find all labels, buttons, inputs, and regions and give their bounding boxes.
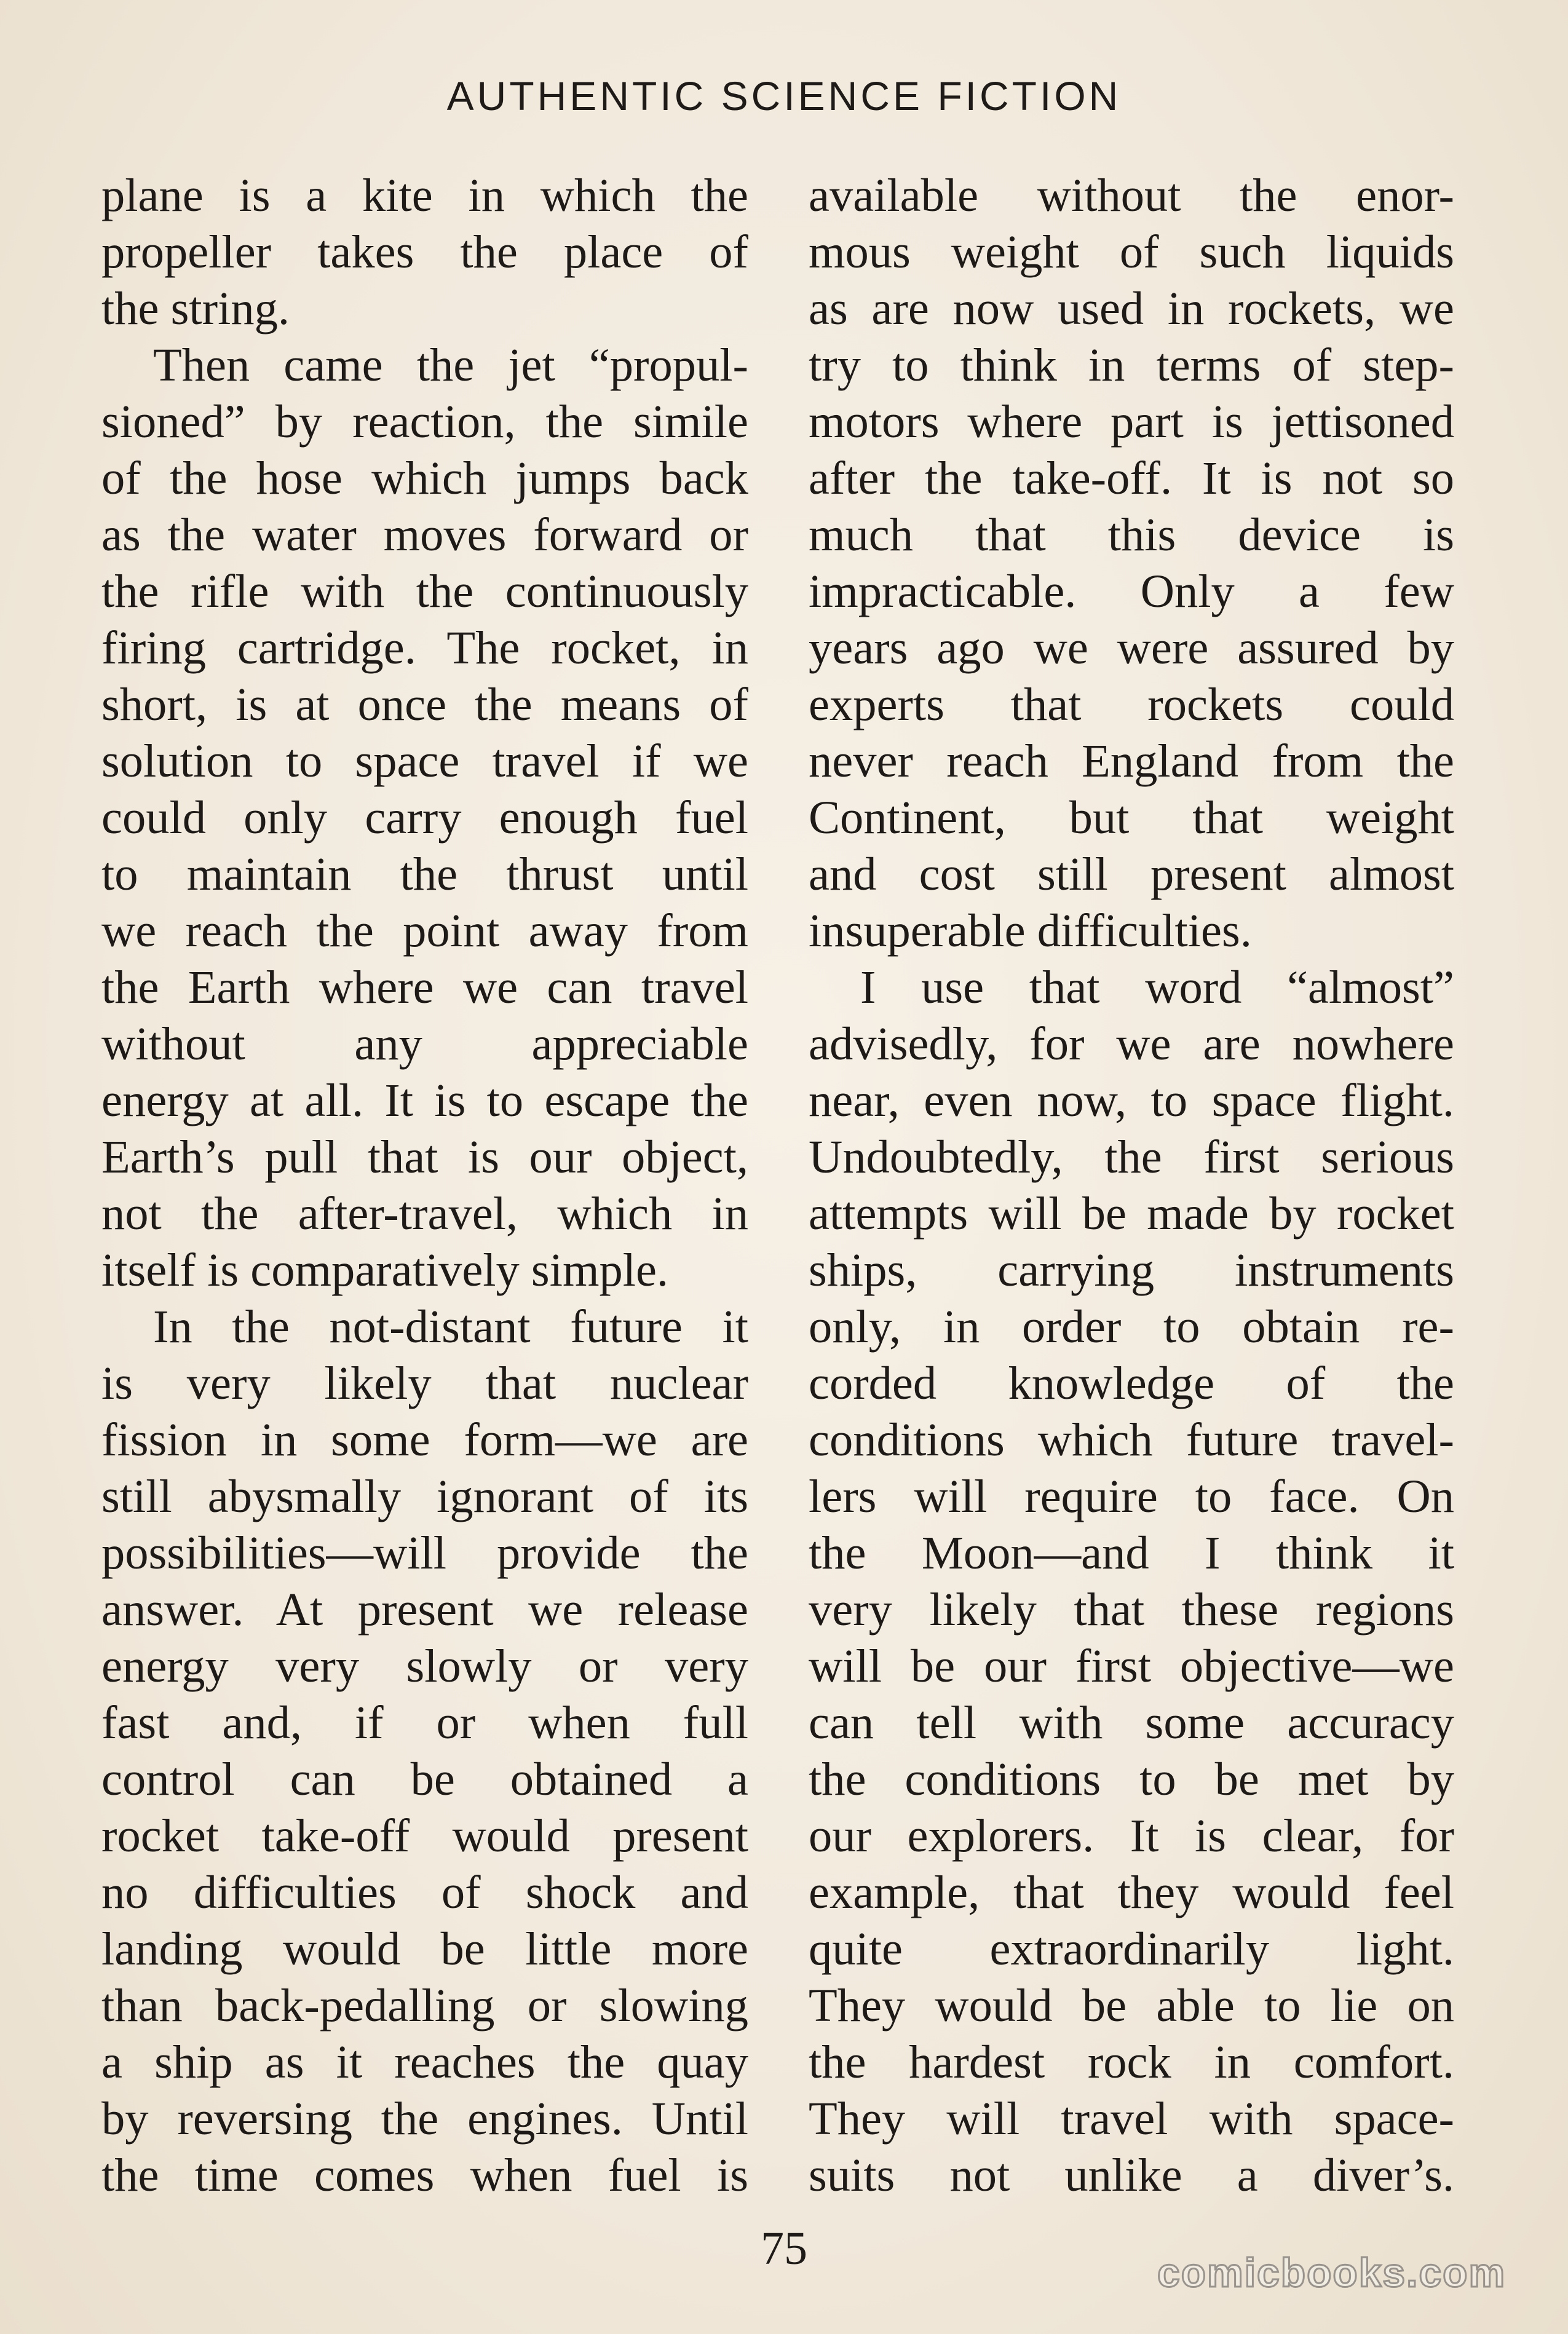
text-line: much that this device is	[809, 508, 1454, 561]
text-line: can tell with some accuracy	[809, 1696, 1454, 1749]
text-line: not the after-travel, which in	[101, 1187, 748, 1240]
text-line: the hardest rock in comfort.	[809, 2036, 1454, 2088]
text-line: our explorers. It is clear, for	[809, 1810, 1454, 1862]
text-line: years ago we were assured by	[809, 622, 1454, 674]
text-line: the Earth where we can travel	[101, 961, 748, 1013]
text-line: motors where part is jettisoned	[809, 395, 1454, 448]
text-line: will be our first objective—we	[809, 1640, 1454, 1692]
text-line: rocket take-off would present	[101, 1810, 748, 1862]
text-line: solution to space travel if we	[101, 735, 748, 787]
text-line: Earth’s pull that is our object,	[101, 1131, 748, 1183]
text-line: conditions which future travel-	[809, 1414, 1454, 1466]
text-line: Then came the jet “propul-	[153, 339, 748, 391]
text-line: lers will require to face. On	[809, 1470, 1454, 1522]
text-line: available without the enor-	[809, 169, 1454, 221]
text-line: the conditions to be met by	[809, 1753, 1454, 1805]
text-line: the rifle with the continuously	[101, 565, 748, 617]
text-line: In the not-distant future it	[153, 1300, 748, 1353]
text-line: the string.	[101, 282, 290, 334]
text-line: firing cartridge. The rocket, in	[101, 622, 748, 674]
text-column-left	[101, 167, 748, 2204]
text-line: example, that they would feel	[809, 1866, 1454, 1918]
text-line: Continent, but that weight	[809, 791, 1454, 844]
running-head: AUTHENTIC SCIENCE FICTION	[446, 73, 1122, 119]
text-line: suits not unlike a diver’s.	[809, 2149, 1454, 2201]
text-line: short, is at once the means of	[101, 678, 748, 730]
text-line: fission in some form—we are	[101, 1414, 748, 1466]
text-line: impracticable. Only a few	[809, 565, 1454, 617]
text-line: than back-pedalling or slowing	[101, 1979, 748, 2031]
text-line: we reach the point away from	[101, 904, 748, 957]
text-line: is very likely that nuclear	[101, 1357, 748, 1409]
text-line: quite extraordinarily light.	[809, 1923, 1454, 1975]
text-line: energy very slowly or very	[101, 1640, 748, 1692]
text-line: sioned” by reaction, the simile	[101, 395, 748, 448]
text-line: by reversing the engines. Until	[101, 2092, 748, 2145]
text-line: the time comes when fuel is	[101, 2149, 748, 2201]
text-line: control can be obtained a	[101, 1753, 748, 1805]
text-line: They would be able to lie on	[809, 1979, 1454, 2031]
text-line: never reach England from the	[809, 735, 1454, 787]
text-line: could only carry enough fuel	[101, 791, 748, 844]
text-line: experts that rockets could	[809, 678, 1454, 730]
text-line: energy at all. It is to escape the	[101, 1074, 748, 1126]
text-line: plane is a kite in which the	[101, 169, 748, 221]
text-line: a ship as it reaches the quay	[101, 2036, 748, 2088]
text-line: itself is comparatively simple.	[101, 1244, 669, 1296]
text-line: corded knowledge of the	[809, 1357, 1454, 1409]
text-line: insuperable difficulties.	[809, 904, 1252, 957]
text-line: still abysmally ignorant of its	[101, 1470, 748, 1522]
text-line: advisedly, for we are nowhere	[809, 1018, 1454, 1070]
text-line: propeller takes the place of	[101, 226, 748, 278]
text-line: answer. At present we release	[101, 1583, 748, 1636]
text-line: as the water moves forward or	[101, 508, 748, 561]
watermark-logo: comicbooks.com	[1157, 2250, 1507, 2295]
text-line: very likely that these regions	[809, 1583, 1454, 1636]
text-line: after the take-off. It is not so	[809, 452, 1454, 504]
text-line: ships, carrying instruments	[809, 1244, 1454, 1296]
page-number: 75	[761, 2223, 807, 2274]
text-column-right	[809, 167, 1454, 2204]
text-line: possibilities—will provide the	[101, 1527, 748, 1579]
text-line: near, even now, to space flight.	[809, 1074, 1454, 1126]
text-line: fast and, if or when full	[101, 1696, 748, 1749]
text-line: try to think in terms of step-	[809, 339, 1454, 391]
text-line: landing would be little more	[101, 1923, 748, 1975]
text-line: Undoubtedly, the first serious	[809, 1131, 1454, 1183]
text-line: to maintain the thrust until	[101, 848, 748, 900]
text-line: I use that word “almost”	[860, 961, 1454, 1013]
text-line: no difficulties of shock and	[101, 1866, 748, 1918]
text-line: the Moon—and I think it	[809, 1527, 1454, 1579]
text-line: They will travel with space-	[809, 2092, 1454, 2145]
text-line: without any appreciable	[101, 1018, 748, 1070]
text-line: mous weight of such liquids	[809, 226, 1454, 278]
text-line: of the hose which jumps back	[101, 452, 748, 504]
text-line: and cost still present almost	[809, 848, 1454, 900]
text-line: attempts will be made by rocket	[809, 1187, 1454, 1240]
text-line: only, in order to obtain re-	[809, 1300, 1454, 1353]
text-line: as are now used in rockets, we	[809, 282, 1454, 334]
